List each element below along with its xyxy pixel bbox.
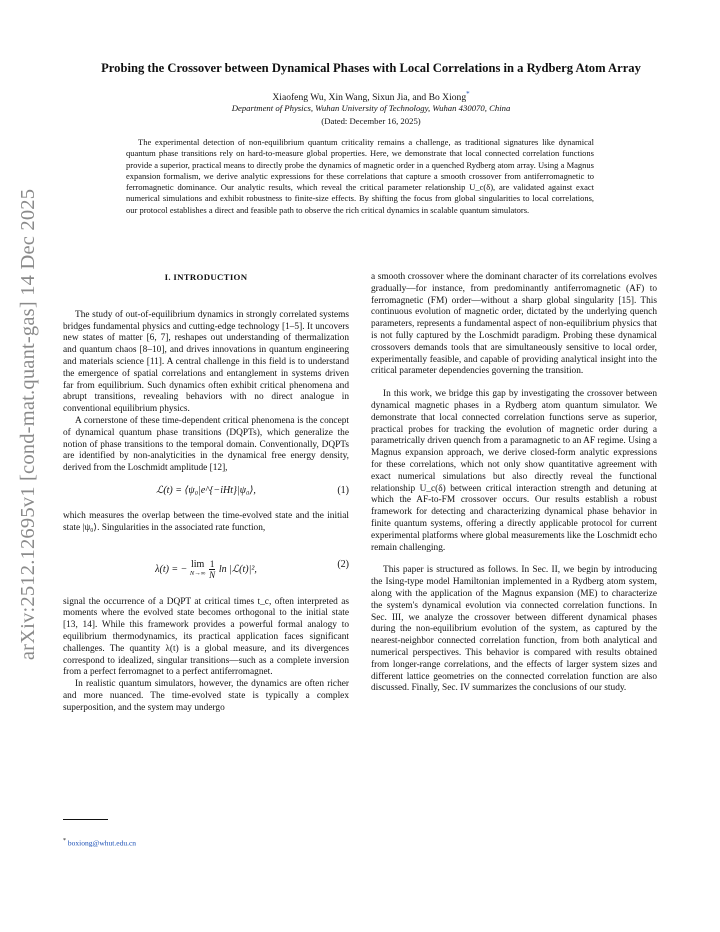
- footnote-mark: *: [63, 838, 66, 844]
- date-line: (Dated: December 16, 2025): [321, 116, 421, 126]
- equation-2-denominator: N: [209, 569, 216, 580]
- equation-2-lhs: λ(t) = −: [155, 563, 188, 575]
- intro-paragraph-5: In realistic quantum simulators, however, the dynamics are often richer and more nuanced. The time-evolved state is typically a complex superposition, and the system may undergo: [63, 679, 349, 713]
- right-column: [371, 272, 657, 695]
- equation-2-lim-text: lim: [190, 559, 205, 571]
- left-column: [63, 272, 349, 715]
- intro-paragraph-8: This paper is structured as follows. In Sec. II, we begin by introducing the Ising-type model Hamiltonian implemented in a Rydberg atom system, along with the application of the Magnus expansion (ME) to characterize the system's dynamical evolution via connected correlation functions. In Sec. III, we analyze the crossover between different dynamical phases during the non-equilibrium evolution of the system, as captured by the nearest-neighbor connected correlation function, from both analytical and numerical perspectives. This behavior is compared with results obtained from longer-range correlations, and the effects of larger system sizes and different lattice geometries on the connected correlation function are also discussed. Finally, Sec. IV summarizes the conclusions of our study.: [371, 565, 657, 694]
- affiliation: Department of Physics, Wuhan University of Technology, Wuhan 430070, China: [231, 103, 511, 113]
- intro-paragraph-7: In this work, we bridge this gap by investigating the crossover between dynamical magnetic phases in a Rydberg atom quantum simulator. We demonstrate that local connected correlation functions serve as superior, practical probes for tracking the evolution of magnetic order during a parametrically driven quench from a paramagnetic to an AF regime. Using a Magnus expansion approach, we derive closed-form analytic expressions for these correlations, which not only show quantitative agreement with exact numerical simulations but also directly reveal the functional relationship U_c(δ) between critical interaction strength and detuning at which the AF-to-FM crossover occurs. Our results establish a robust framework for detecting and characterizing dynamical phase behavior in finite quantum systems, offering a directly applicable protocol for current experimental platforms where global measurements like the Loschmidt echo remain challenging.: [371, 389, 657, 553]
- footnote-rule: [63, 819, 108, 820]
- equation-2-fraction: [209, 559, 216, 580]
- footnote-email-link[interactable]: boxiong@whut.edu.cn: [67, 838, 137, 848]
- author-line: [56, 90, 686, 103]
- abstract: The experimental detection of non-equilibrium quantum criticality remains a challenge, as traditional signatures like dynamical quantum phase transitions rely on hard-to-measure global properties. Here, we demonstrate that local connected correlation functions provide a superior, practical means to directly probe the dynamics of magnetic order in a quenched Rydberg atom array. Using a Magnus expansion formalism, we derive analytic expressions for these correlations that capture a smooth crossover from antiferromagnetic to ferromagnetic dominance. Our analytic results, which reveal the critical parameter relationship U_c(δ), are validated against exact numerical simulations and exhibit robustness to finite-size effects. By shifting the focus from global singularities to local correlations, our protocol establishes a direct and feasible path to observe the rich critical dynamics in scalable quantum simulators.: [126, 137, 594, 215]
- intro-paragraph-3: which measures the overlap between the time-evolved state and the initial state |ψ₀⟩. Singularities in the associated rate function,: [63, 510, 349, 533]
- author-names: Xiaofeng Wu, Xin Wang, Sixun Jia, and Bo Xiong: [272, 92, 467, 104]
- intro-paragraph-2: A cornerstone of these time-dependent critical phenomena is the concept of dynamical quantum phase transitions (DQPTs), which generalize the notion of phase transitions to the temporal domain. Conventionally, DQPTs are identified by non-analyticities in the dynamical free energy density, derived from the Loschmidt amplitude [12],: [63, 415, 349, 474]
- intro-paragraph-1: The study of out-of-equilibrium dynamics in strongly correlated systems bridges fundamental physics and cutting-edge technology [1–5]. It uncovers new states of matter [6, 7], reshapes out understanding of thermalization and quantum chaos [8–10], and drives innovations in quantum engineering and materials science [11]. A central challenge in this field is to understand the emergence of spatial correlations and entanglement in systems driven far from equilibrium. Such dynamics often exhibit critical phenomena and abrupt transitions, revealing behaviors with no direct analogue in conventional equilibrium physics.: [63, 309, 349, 415]
- equation-2-limit: [190, 560, 205, 578]
- arxiv-identifier-text: arXiv:2512.12695v1 [cond-mat.quant-gas] 14 Dec 2025: [17, 188, 40, 660]
- equation-1-expression: ℒ(t) = ⟨ψ₀|e^{−iHt}|ψ₀⟩,: [156, 484, 256, 496]
- equation-1-number: (1): [337, 484, 349, 496]
- footnote: [63, 838, 136, 848]
- intro-paragraph-6: a smooth crossover where the dominant character of its correlations evolves gradually—for instance, from predominantly antiferromagnetic (AF) to ferromagnetic (FM) order—without a sharp global singularity [15]. This continuous evolution of magnetic order, dictated by the underlying quench parameters, represents a fundamental aspect of non-equilibrium physics that is not fully captured by the Loschmidt paradigm. Probing these dynamical crossovers demands tools that are simultaneously sensitive to local order, experimentally feasible, and capable of providing analytical insight into the critical parameter dependencies governing the transition.: [371, 272, 657, 377]
- equation-2-lim-subscript: N→∞: [189, 570, 206, 578]
- equation-1: [63, 483, 349, 501]
- equation-2: [63, 549, 349, 583]
- equation-2-expression: [63, 559, 349, 580]
- arxiv-identifier: [4, 188, 54, 660]
- section-heading: I. INTRODUCTION: [164, 272, 248, 282]
- corresponding-author-mark[interactable]: *: [466, 90, 470, 98]
- equation-2-rhs: ln |ℒ(t)|²,: [218, 563, 257, 575]
- equation-2-numerator: 1: [209, 558, 215, 569]
- paper-title: Probing the Crossover between Dynamical Phases with Local Correlations in a Rydberg Atom Array: [101, 61, 641, 75]
- intro-paragraph-4: signal the occurrence of a DQPT at critical times t_c, often interpreted as moments where the evolved state becomes orthogonal to the initial state [13, 14]. While this framework provides a powerful formal analogy to equilibrium thermodynamics, its practical application faces significant challenges. The quantity λ(t) is a global measure, and its divergences correspond to idealized, singular transitions—such as a complete inversion from a perfect ferromagnet to a perfect antiferromagnet.: [63, 596, 349, 678]
- equation-2-number: (2): [337, 558, 349, 570]
